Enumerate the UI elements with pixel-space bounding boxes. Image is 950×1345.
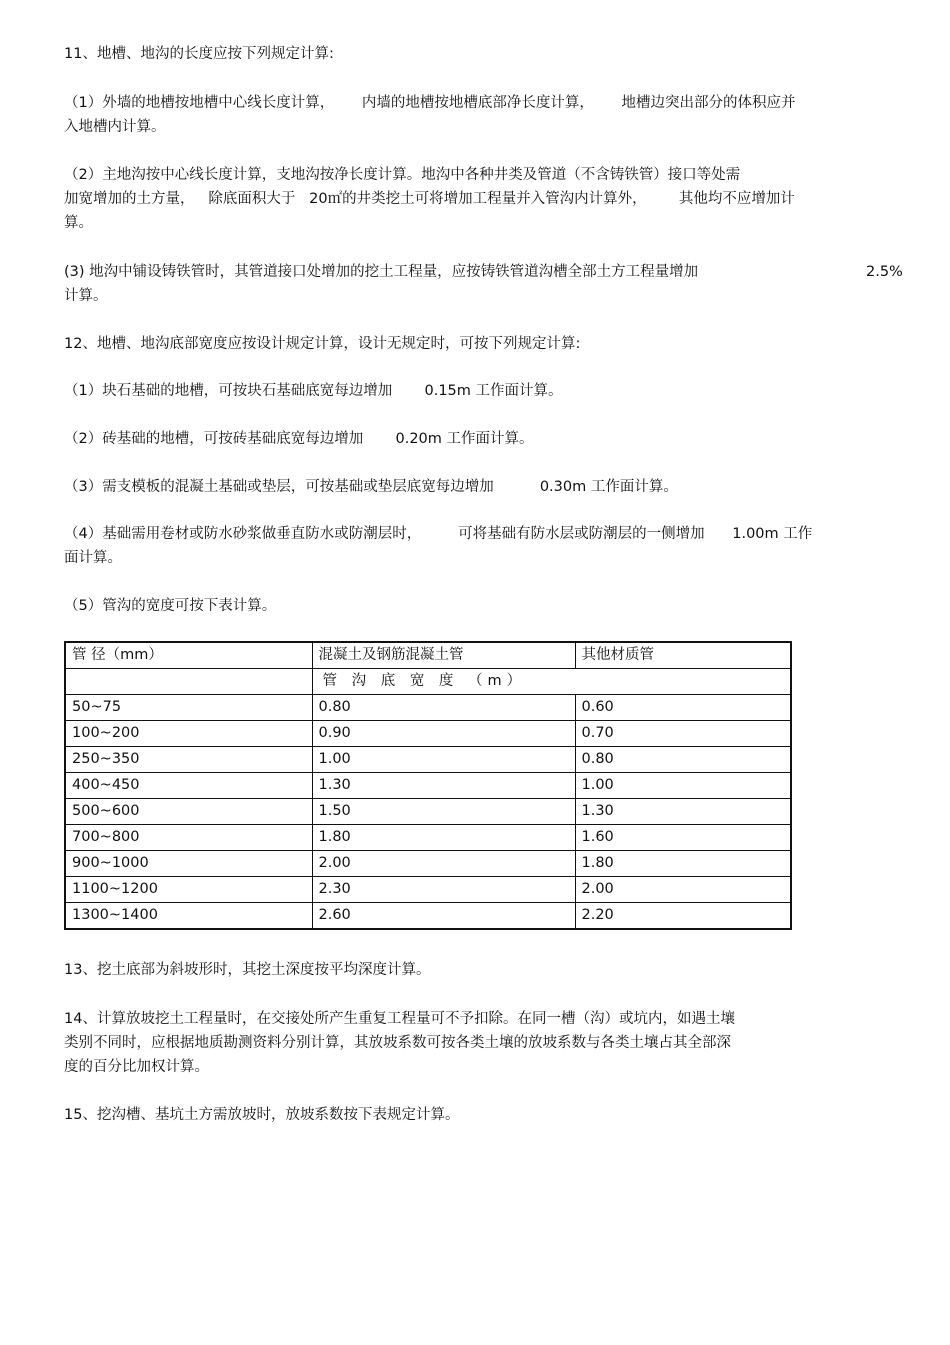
cell-concrete-width: 1.30 (312, 773, 575, 799)
trench-width-table (64, 641, 792, 930)
clause-15: 15、挖沟槽、基坑土方需放坡时，放坡系数按下表规定计算。 (64, 1107, 460, 1123)
cell-pipe-diameter: 700~800 (65, 825, 312, 851)
cell-pipe-diameter: 250~350 (65, 747, 312, 773)
cell-other-width: 1.80 (575, 851, 791, 877)
clause-12-4-line-2: 面计算。 (64, 550, 122, 566)
cell-concrete-width: 0.80 (312, 695, 575, 721)
clause-12-5: （5）管沟的宽度可按下表计算。 (64, 598, 277, 614)
table-subheader-row (65, 669, 791, 695)
subheader-trench-bottom-width: 管 沟 底 宽 度 （m） (312, 669, 791, 695)
table-header-row (65, 642, 791, 669)
clause-11-3-line-2: 计算。 (64, 288, 108, 304)
table-row (65, 799, 791, 825)
cell-concrete-width: 0.90 (312, 721, 575, 747)
cell-concrete-width: 2.00 (312, 851, 575, 877)
cell-pipe-diameter: 1300~1400 (65, 903, 312, 930)
header-pipe-diameter: 管 径（mm） (65, 642, 312, 669)
header-concrete-pipe: 混凝土及钢筋混凝土管 (312, 642, 575, 669)
clause-11-1-line-1: （1）外墙的地槽按地槽中心线长度计算， 内墙的地槽按地槽底部净长度计算， 地槽边突出部分的体积应并 (64, 95, 796, 111)
clause-12-title: 12、地槽、地沟底部宽度应按设计规定计算，设计无规定时，可按下列规定计算: (64, 336, 581, 352)
cell-concrete-width: 1.00 (312, 747, 575, 773)
clause-12-2: （2）砖基础的地槽，可按砖基础底宽每边增加 0.20m 工作面计算。 (64, 431, 534, 447)
cell-pipe-diameter: 50~75 (65, 695, 312, 721)
cell-pipe-diameter: 500~600 (65, 799, 312, 825)
header-other-pipe: 其他材质管 (575, 642, 791, 669)
clause-12-1: （1）块石基础的地槽，可按块石基础底宽每边增加 0.15m 工作面计算。 (64, 383, 563, 399)
clause-11-1-line-2: 入地槽内计算。 (64, 119, 166, 135)
clause-14-line-1: 14、计算放坡挖土工程量时，在交接处所产生重复工程量可不予扣除。在同一槽（沟）或坑内，如遇土壤 (64, 1011, 735, 1027)
cell-other-width: 1.30 (575, 799, 791, 825)
cell-other-width: 0.70 (575, 721, 791, 747)
clause-11-title: 11、地槽、地沟的长度应按下列规定计算: (64, 46, 334, 62)
clause-11-3-percentage: 2.5% (866, 264, 903, 280)
clause-12-4-line-1: （4）基础需用卷材或防水砂浆做垂直防水或防潮层时， 可将基础有防水层或防潮层的一侧增加 1.00m 工作 (64, 526, 813, 542)
table-row (65, 877, 791, 903)
cell-pipe-diameter: 100~200 (65, 721, 312, 747)
clause-14-line-2: 类别不同时，应根据地质勘测资料分别计算，其放坡系数可按各类土壤的放坡系数与各类土壤占其全部深 (64, 1035, 731, 1051)
clause-13: 13、挖土底部为斜坡形时，其挖土深度按平均深度计算。 (64, 962, 431, 978)
cell-concrete-width: 1.50 (312, 799, 575, 825)
cell-concrete-width: 1.80 (312, 825, 575, 851)
clause-12-3: （3）需支模板的混凝土基础或垫层，可按基础或垫层底宽每边增加 0.30m 工作面计算。 (64, 479, 678, 495)
cell-other-width: 2.00 (575, 877, 791, 903)
cell-pipe-diameter: 1100~1200 (65, 877, 312, 903)
cell-concrete-width: 2.30 (312, 877, 575, 903)
clause-11-2-line-1: （2）主地沟按中心线长度计算，支地沟按净长度计算。地沟中各种井类及管道（不含铸铁管）接口等处需 (64, 167, 741, 183)
table-row (65, 695, 791, 721)
cell-pipe-diameter: 900~1000 (65, 851, 312, 877)
cell-other-width: 0.60 (575, 695, 791, 721)
clause-11-2-line-3: 算。 (64, 215, 93, 231)
clause-11-3-line-1: (3) 地沟中铺设铸铁管时，其管道接口处增加的挖土工程量，应按铸铁管道沟槽全部土方工程量增加 (64, 264, 699, 280)
table-row (65, 747, 791, 773)
clause-11-2-line-2: 加宽增加的土方量， 除底面积大于 20㎡的井类挖土可将增加工程量并入管沟内计算外， 其他均不应增加计 (64, 191, 795, 207)
clause-14-line-3: 度的百分比加权计算。 (64, 1059, 209, 1075)
table-row (65, 721, 791, 747)
cell-concrete-width: 2.60 (312, 903, 575, 930)
table-row (65, 773, 791, 799)
cell-other-width: 2.20 (575, 903, 791, 930)
table-row (65, 851, 791, 877)
cell-pipe-diameter: 400~450 (65, 773, 312, 799)
cell-other-width: 1.00 (575, 773, 791, 799)
cell-other-width: 0.80 (575, 747, 791, 773)
subheader-empty-cell (65, 669, 312, 695)
table-row (65, 825, 791, 851)
table-row (65, 903, 791, 930)
cell-other-width: 1.60 (575, 825, 791, 851)
